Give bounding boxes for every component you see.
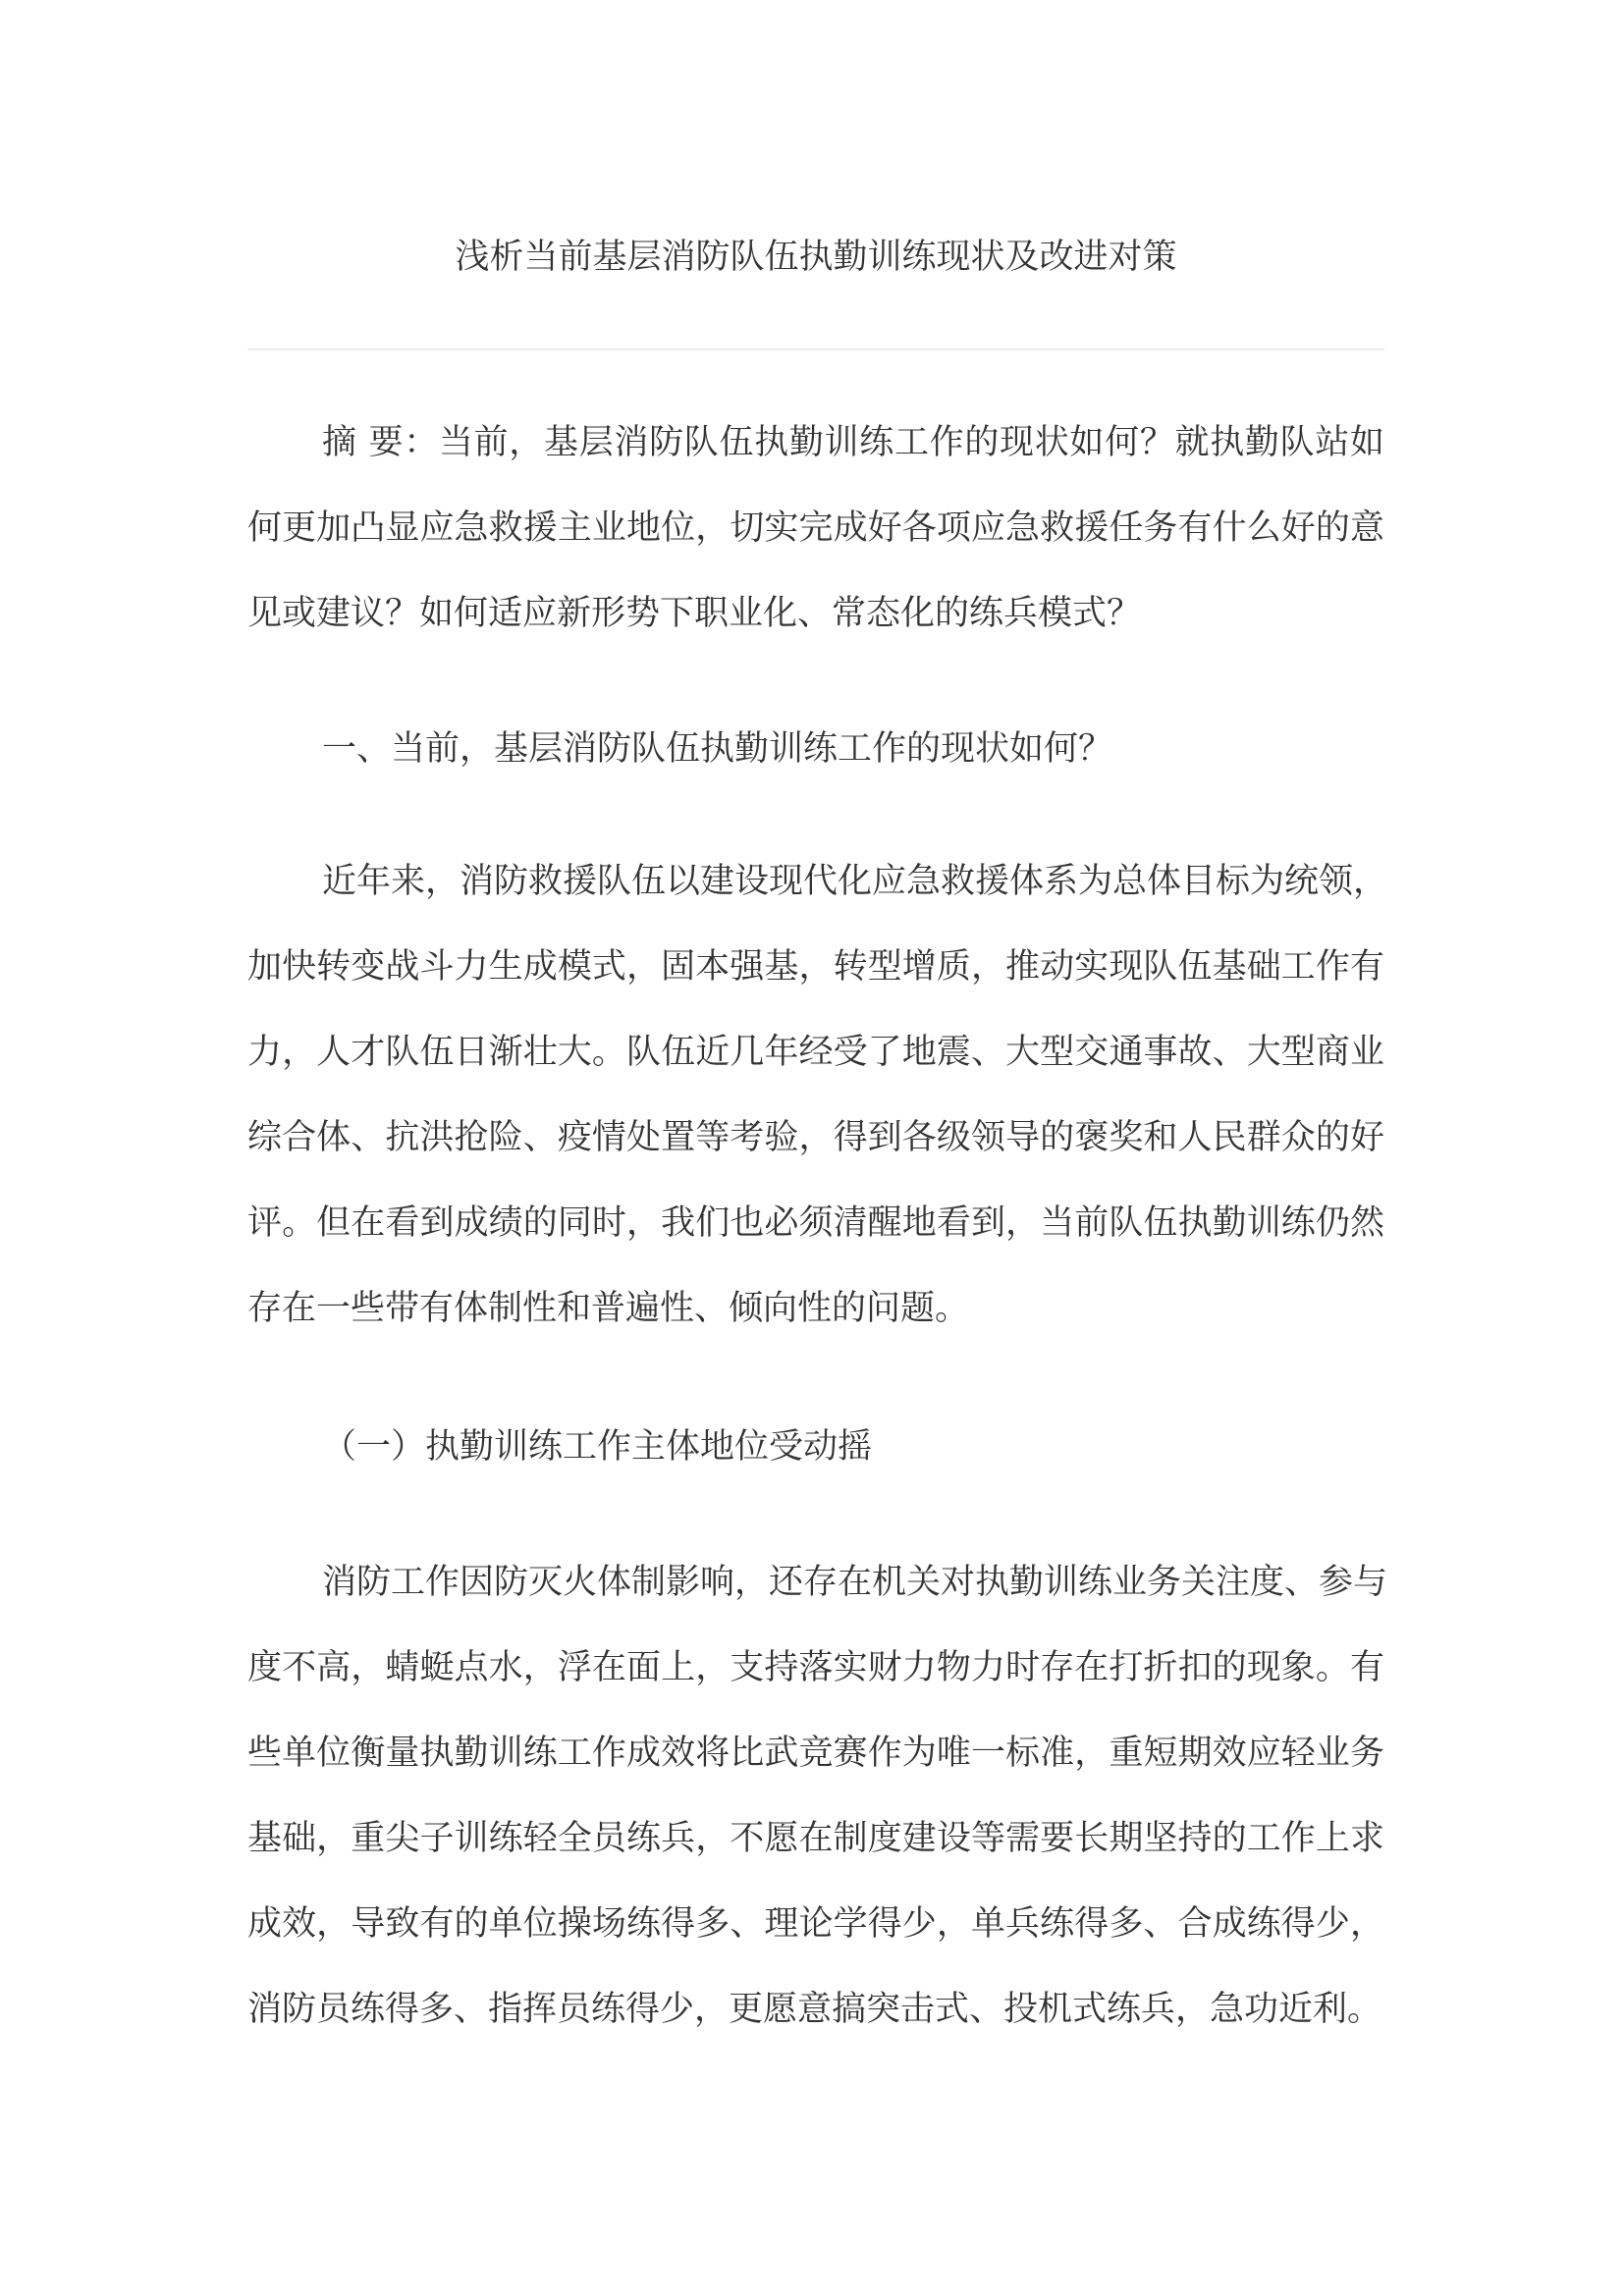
section1-paragraph bbox=[247, 839, 1388, 1352]
paragraph-line: 消防员练得多、指挥员练得少，更愿意搞突击式、投机式练兵，急功近利。 bbox=[247, 1990, 1382, 2029]
paragraph-line: 综合体、抗洪抢险、疫情处置等考验，得到各级领导的褒奖和人民群众的好 bbox=[247, 1118, 1384, 1157]
paragraph-line: 存在一些带有体制性和普遍性、倾向性的问题。 bbox=[247, 1289, 970, 1328]
paragraph-line: 近年来，消防救援队伍以建设现代化应急救援体系为总体目标为统领， bbox=[322, 862, 1388, 901]
abstract-paragraph bbox=[247, 400, 1384, 657]
abstract-line: 摘 要：当前，基层消防队伍执勤训练工作的现状如何？就执勤队站如 bbox=[322, 423, 1384, 462]
document-title: 浅析当前基层消防队伍执勤训练现状及改进对策 bbox=[455, 238, 1177, 277]
paragraph-line: 基础，重尖子训练轻全员练兵，不愿在制度建设等需要长期坚持的工作上求 bbox=[247, 1819, 1384, 1858]
paragraph-line: 力，人才队伍日渐壮大。队伍近几年经受了地震、大型交通事故、大型商业 bbox=[247, 1033, 1384, 1072]
section-heading-1 bbox=[247, 707, 1384, 792]
abstract-line: 见或建议？如何适应新形势下职业化、常态化的练兵模式？ bbox=[247, 594, 1142, 633]
paragraph-line: 评。但在看到成绩的同时，我们也必须清醒地看到，当前队伍执勤训练仍然 bbox=[247, 1203, 1384, 1243]
paragraph-line: 成效，导致有的单位操场练得多、理论学得少，单兵练得多、合成练得少， bbox=[247, 1904, 1384, 1944]
abstract-line: 何更加凸显应急救援主业地位，切实完成好各项应急救援任务有什么好的意 bbox=[247, 508, 1384, 548]
title-divider bbox=[247, 348, 1384, 350]
subsection-heading-1 bbox=[247, 1405, 1384, 1490]
paragraph-line: 度不高，蜻蜓点水，浮在面上，支持落实财力物力时存在打折扣的现象。有 bbox=[247, 1648, 1384, 1687]
section-heading-text: 一、当前，基层消防队伍执勤训练工作的现状如何？ bbox=[322, 729, 1113, 769]
paragraph-line: 些单位衡量执勤训练工作成效将比武竞赛作为唯一标准，重短期效应轻业务 bbox=[247, 1734, 1384, 1773]
subsection1-paragraph bbox=[247, 1540, 1388, 2053]
subsection-heading-text: （一）执勤训练工作主体地位受动摇 bbox=[322, 1427, 873, 1467]
paragraph-line: 消防工作因防灭火体制影响，还存在机关对执勤训练业务关注度、参与 bbox=[322, 1563, 1388, 1602]
paragraph-line: 加快转变战斗力生成模式，固本强基，转型增质，推动实现队伍基础工作有 bbox=[247, 947, 1384, 987]
